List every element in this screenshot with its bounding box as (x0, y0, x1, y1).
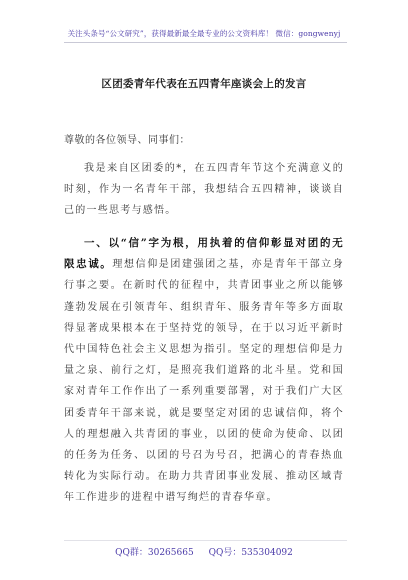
opening-paragraph: 我是来自区团委的*，在五四青年节这个充满意义的时刻，作为一名青年干部，我想结合五四精神，谈谈自己的一些思考与感悟。 (64, 163, 344, 217)
section-1-heading: 一、以“信”字为根，用执着的信仰彰显对团的无限忠诚。 (64, 237, 344, 271)
header-notice: 关注头条号“公文研究”，获得最新最全最专业的公文资料库！ 微信：gongwenyj (67, 29, 341, 38)
footer-divider (64, 540, 347, 541)
footer-contact (0, 545, 408, 558)
section-1-paragraph (64, 233, 344, 509)
document-title: 区团委青年代表在五四青年座谈会上的发言 (101, 78, 307, 90)
footer-qq-group: QQ群：30265665 (115, 548, 194, 558)
header-divider (64, 42, 347, 43)
salutation: 尊敬的各位领导、同事们： (64, 135, 190, 146)
section-1-body: 理想信仰是团建强团之基，亦是青年干部立身行事之要。在新时代的征程中，共青团事业之所以能够蓬勃发展在引领青年、组织青年、服务青年等多方面取得显著成果根本在于坚持党的领导，在于以习近平新时代中国特色社会主义思想为指引。坚定的理想信仰是力量之泉、前行之灯，是照亮我们道路的北斗星。党和国家对青年工作作出了一系列重要部署，对于我们广大区团委青年干部来说，就是要坚定对团的忠诚信仰，将个人的理想融入共青团的事业，以团的使命为使命、以团的任务为任务、以团的号召为号召，把满心的青春热血转化为实际行动。在助力共青团事业发展、推动区域青年工作进步的进程中谱写绚烂的青春华章。 (64, 259, 345, 504)
footer-qq: QQ号：535304092 (208, 548, 293, 558)
